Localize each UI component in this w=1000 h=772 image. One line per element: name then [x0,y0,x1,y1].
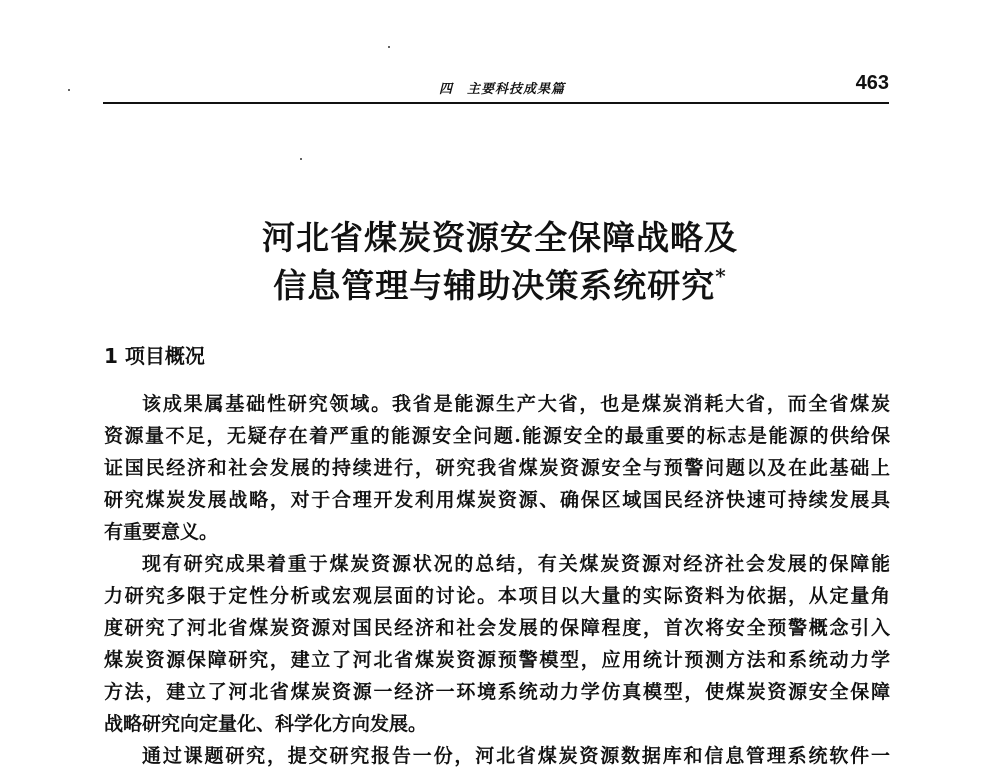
scan-speck [388,46,390,48]
paragraph-3 [104,740,890,772]
text-line: 资源量不足，无疑存在着严重的能源安全问题.能源安全的最重要的标志是能源的供给保 [104,425,890,447]
text-line: 方法，建立了河北省煤炭资源一经济一环境系统动力学仿真模型，使煤炭资源安全保障 [104,681,890,703]
section-heading: 1 项目概况 [104,344,205,368]
scan-speck [300,158,302,160]
paragraph-1 [104,388,890,548]
page-number: 463 [855,72,889,94]
paragraph-2 [104,548,890,740]
title-line-2-text: 信息管理与辅助决策系统研究 [273,266,716,305]
text-line: 战略研究向定量化、科学化方向发展。 [104,713,428,735]
running-header [103,70,889,104]
text-line: 现有研究成果着重于煤炭资源状况的总结，有关煤炭资源对经济社会发展的保障能 [142,553,890,575]
header-section-title: 四 主要科技成果篇 [439,82,566,97]
text-line: 通过课题研究，提交研究报告一份，河北省煤炭资源数据库和信息管理系统软件一 [142,745,890,767]
text-line: 该成果属基础性研究领域。我省是能源生产大省，也是煤炭消耗大省，而全省煤炭 [142,393,890,415]
scan-speck [68,89,70,91]
text-line: 有重要意义。 [104,521,219,543]
text-line: 煤炭资源保障研究，建立了河北省煤炭资源预警模型，应用统计预测方法和系统动力学 [104,649,890,671]
text-line: 力研究多限于定性分析或宏观层面的讨论。本项目以大量的实际资料为依据，从定量角 [104,585,890,607]
title-footnote-mark: * [715,264,727,288]
article-title [0,214,1000,310]
title-line-1: 河北省煤炭资源安全保障战略及 [262,218,738,257]
title-line-2 [0,262,1000,310]
text-line: 度研究了河北省煤炭资源对国民经济和社会发展的保障程度，首次将安全预警概念引入 [104,617,890,639]
text-line: 证国民经济和社会发展的持续进行，研究我省煤炭资源安全与预警问题以及在此基础上 [104,457,890,479]
text-line: 研究煤炭发展战略，对于合理开发利用煤炭资源、确保区域国民经济快速可持续发展具 [104,489,890,511]
body-text [104,388,890,772]
